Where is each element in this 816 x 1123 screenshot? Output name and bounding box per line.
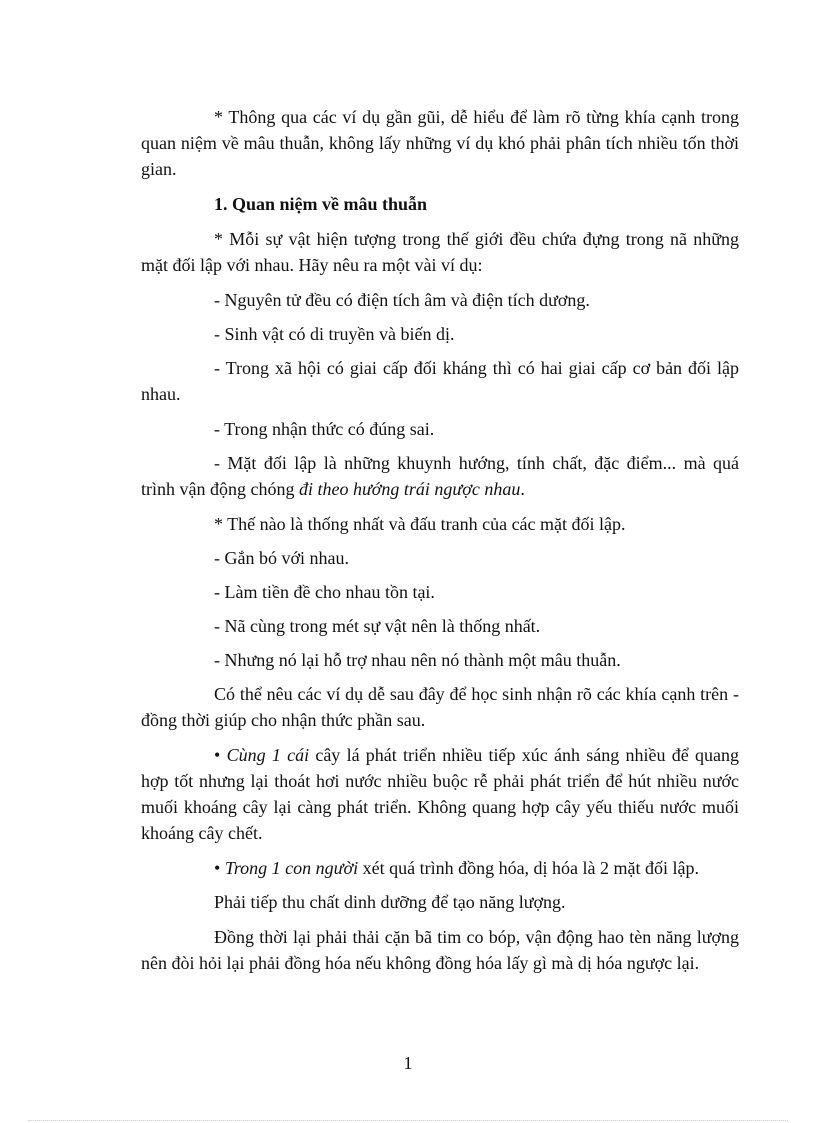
list-item: - Nã cùng trong mét sự vật nên là thống nhất.	[214, 616, 541, 636]
page-number: 1	[403, 1053, 413, 1073]
paragraph-opposites: * Mỗi sự vật hiện tượng trong thế giới đều chứa đựng trong nã những mặt đối lập với nhau. Hãy nêu ra một vài ví dụ:	[141, 229, 739, 275]
paragraph-nutrition: Phải tiếp thu chất dinh dưỡng để tạo năng lượng.	[214, 892, 566, 912]
text-run: cây lá phát triển nhiều tiếp xúc ánh sáng nhiều để quang hợp tốt nhưng lại thoát hơi nước nhiều buộc rễ phải phát triển để hút nhiều nước muối khoáng cây lại càng phát triển. Không quang hợp cây yếu thiếu nước muối khoáng cây chết.	[141, 745, 739, 843]
italic-run: Trong 1 con người	[224, 858, 359, 878]
list-item: - Làm tiền đề cho nhau tồn tại.	[214, 582, 435, 602]
bullet-item-human	[141, 855, 739, 881]
page-edge-divider	[28, 1120, 788, 1121]
italic-run: Cùng 1 cái	[226, 745, 310, 765]
section-heading: 1. Quan niệm về mâu thuẫn	[214, 194, 428, 214]
list-item: - Sinh vật có di truyền và biến dị.	[214, 324, 455, 344]
list-item	[141, 450, 739, 502]
bullet-icon: •	[214, 858, 225, 878]
text-run: - Mặt đối lập là những khuynh hướng, tính chất, đặc điểm... mà quá trình vận động chóng	[141, 453, 739, 499]
page-content	[141, 104, 739, 985]
paragraph-metabolism: Đồng thời lại phải thải cặn bã tim co bóp, vận động hao tèn năng lượng nên đòi hỏi lại phải đồng hóa nếu không đồng hóa lấy gì mà dị hóa ngược lại.	[141, 927, 739, 973]
paragraph-intro: * Thông qua các ví dụ gần gũi, dễ hiểu để làm rõ từng khía cạnh trong quan niệm về mâu thuẫn, không lấy những ví dụ khó phải phân tích nhiều tốn thời gian.	[141, 107, 739, 179]
text-run: xét quá trình đồng hóa, dị hóa là 2 mặt đối lập.	[358, 858, 700, 878]
bullet-icon: •	[214, 745, 227, 765]
bullet-item-plant	[141, 742, 739, 846]
paragraph-question: * Thế nào là thống nhất và đấu tranh của các mặt đối lập.	[214, 514, 626, 534]
list-item: - Gắn bó với nhau.	[214, 548, 349, 568]
paragraph-examples: Có thể nêu các ví dụ dễ sau đây để học sinh nhận rõ các khía cạnh trên - đồng thời giúp cho nhận thức phần sau.	[141, 684, 739, 730]
list-item: - Nhưng nó lại hỗ trợ nhau nên nó thành một mâu thuẫn.	[214, 650, 621, 670]
text-run: .	[520, 479, 525, 499]
list-item: - Trong xã hội có giai cấp đối kháng thì có hai giai cấp cơ bản đối lập nhau.	[141, 358, 739, 404]
italic-run: đi theo hướng trái ngược nhau	[298, 479, 521, 499]
list-item: - Trong nhận thức có đúng sai.	[214, 419, 435, 439]
list-item: - Nguyên tử đều có điện tích âm và điện tích dương.	[214, 290, 590, 310]
